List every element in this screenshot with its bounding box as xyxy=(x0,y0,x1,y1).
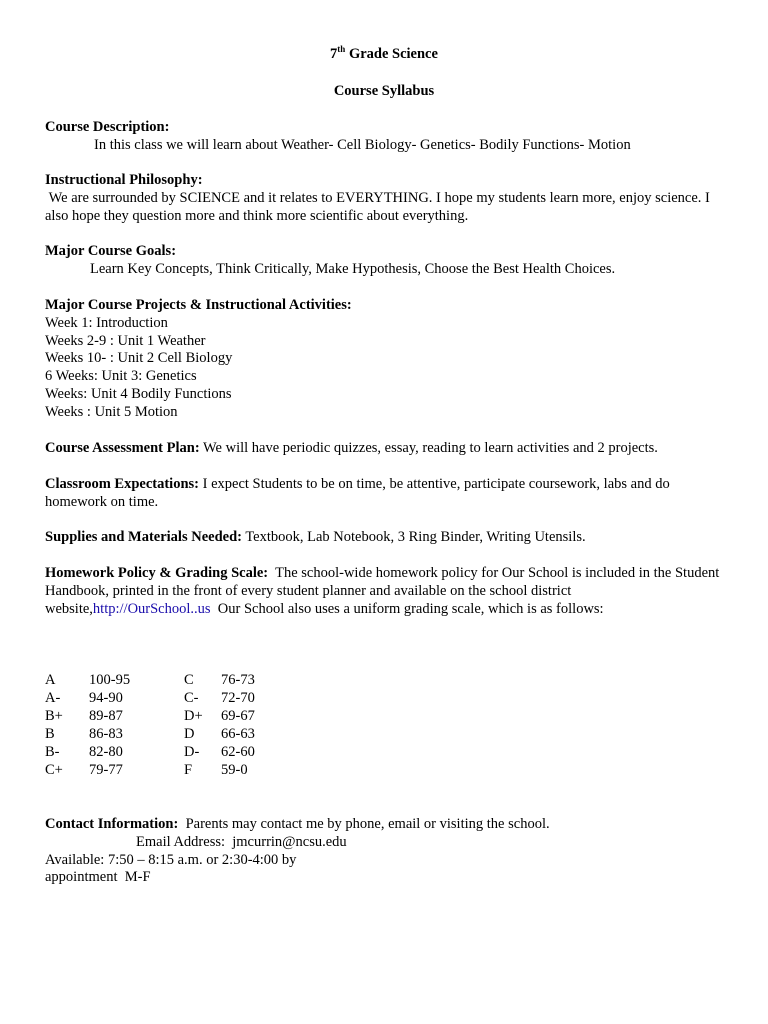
grade-letter: C- xyxy=(184,690,199,706)
projects-item: 6 Weeks: Unit 3: Genetics xyxy=(45,368,197,385)
goals-section xyxy=(45,243,723,279)
email-line: Email Address: jmcurrin@ncsu.edu xyxy=(136,833,347,850)
projects-item: Weeks 10- : Unit 2 Cell Biology xyxy=(45,350,233,367)
grade-letter: C xyxy=(184,672,194,688)
grade-range: 82-80 xyxy=(89,744,123,760)
expectations-section xyxy=(45,476,723,512)
homework-label: Homework Policy & Grading Scale: xyxy=(45,565,269,581)
homework-section xyxy=(45,565,723,618)
grade-range: 62-60 xyxy=(221,744,255,760)
grade-letter: A xyxy=(45,672,56,688)
grade-range: 76-73 xyxy=(221,672,255,688)
grade-letter: B+ xyxy=(45,708,63,724)
page-subtitle: Course Syllabus xyxy=(333,83,435,99)
grade-range: 100-95 xyxy=(89,672,131,688)
grade-range: 72-70 xyxy=(221,690,255,706)
projects-item: Week 1: Introduction xyxy=(45,314,168,331)
grade-range: 69-67 xyxy=(221,708,255,724)
goals-label: Major Course Goals: xyxy=(45,243,177,259)
projects-item: Weeks : Unit 5 Motion xyxy=(45,403,178,420)
expectations-text: I expect Students to be on time, be attentive, participate coursework, labs and do homework on time. xyxy=(45,476,674,510)
goals-text: Learn Key Concepts, Think Critically, Make Hypothesis, Choose the Best Health Choices. xyxy=(90,260,616,277)
grade-letter: B xyxy=(45,726,55,742)
philosophy-label: Instructional Philosophy: xyxy=(45,172,203,188)
grade-letter: D xyxy=(184,726,195,742)
grade-range: 94-90 xyxy=(89,690,123,706)
projects-section xyxy=(45,297,723,422)
grade-letter: D- xyxy=(184,744,200,760)
course-description-section xyxy=(45,119,723,155)
grade-range: 89-87 xyxy=(89,708,123,724)
contact-section xyxy=(45,816,723,887)
grade-range: 79-77 xyxy=(89,762,123,778)
projects-item: Weeks: Unit 4 Bodily Functions xyxy=(45,385,232,402)
homework-text: The school-wide homework policy for Our School is included in the Student Handbook, printed in the front of every student planner and available on the school district website, xyxy=(45,565,723,617)
grade-letter: A- xyxy=(45,690,61,706)
assessment-section xyxy=(45,440,723,458)
grade-range: 59-0 xyxy=(221,762,248,778)
assessment-text: We will have periodic quizzes, essay, reading to learn activities and 2 projects. xyxy=(199,440,658,456)
supplies-label: Supplies and Materials Needed: xyxy=(45,529,242,545)
school-website-link[interactable]: http://OurSchool..us xyxy=(92,600,211,617)
grade-letter: F xyxy=(184,762,193,778)
grade-letter: B- xyxy=(45,744,60,760)
philosophy-text: We are surrounded by SCIENCE and it relates to EVERYTHING. I hope my students learn more, enjoy science. I also hope they question more and think more scientific about everything. xyxy=(45,189,714,224)
course-description-text: In this class we will learn about Weather- Cell Biology- Genetics- Bodily Functions- Motion xyxy=(94,136,631,153)
grade-range: 66-63 xyxy=(221,726,255,742)
assessment-label: Course Assessment Plan: xyxy=(45,440,200,456)
availability-line: Available: 7:50 – 8:15 a.m. or 2:30-4:00 by xyxy=(45,851,297,868)
philosophy-section xyxy=(45,172,723,225)
homework-text-after: Our School also uses a uniform grading scale, which is as follows: xyxy=(210,600,604,617)
page-title: 7th Grade Science xyxy=(330,44,438,62)
projects-item: Weeks 2-9 : Unit 1 Weather xyxy=(45,332,206,349)
grade-letter: C+ xyxy=(45,762,63,778)
supplies-section xyxy=(45,529,723,547)
expectations-label: Classroom Expectations: xyxy=(45,476,199,492)
supplies-text: Textbook, Lab Notebook, 3 Ring Binder, Writing Utensils. xyxy=(241,529,586,545)
contact-label: Contact Information: xyxy=(45,816,179,832)
grade-range: 86-83 xyxy=(89,726,123,742)
contact-text: Parents may contact me by phone, email or visiting the school. xyxy=(178,816,550,832)
grade-letter: D+ xyxy=(184,708,203,724)
projects-label: Major Course Projects & Instructional Activities: xyxy=(45,297,352,313)
availability-line: appointment M-F xyxy=(45,869,151,886)
course-description-label: Course Description: xyxy=(45,119,170,135)
